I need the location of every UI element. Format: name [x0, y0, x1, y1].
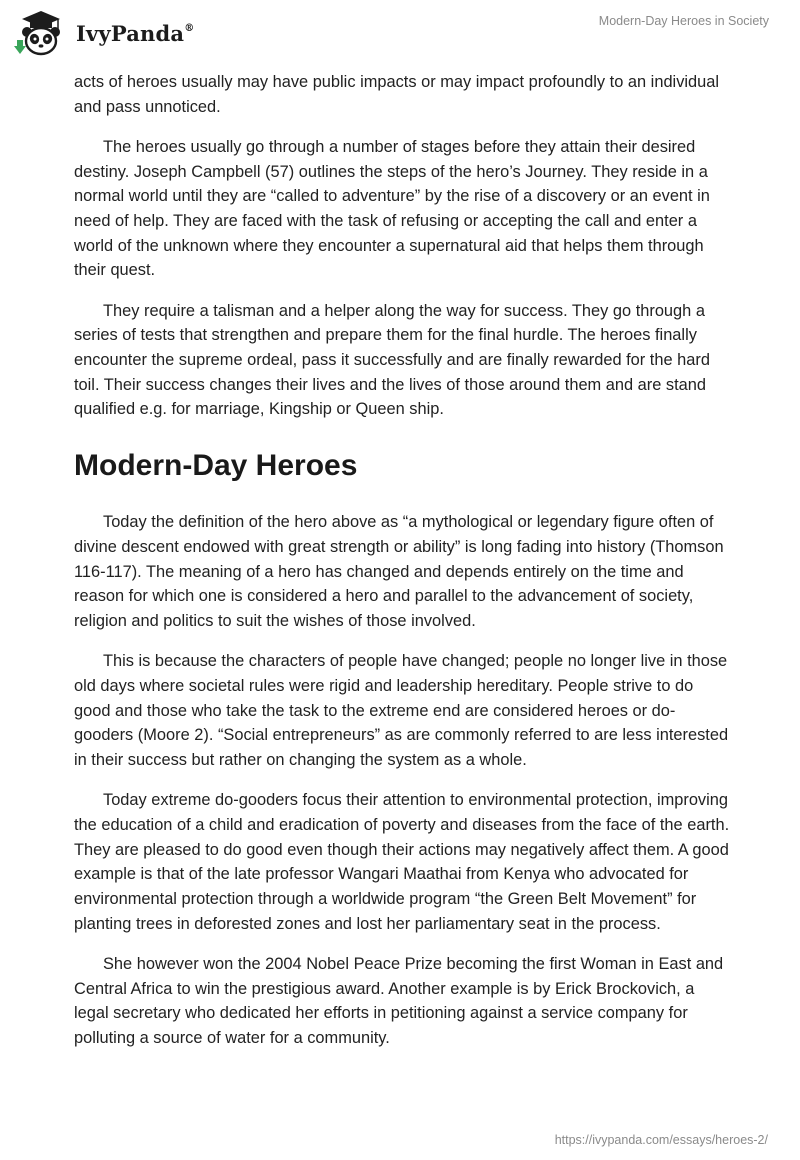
essay-body	[74, 70, 730, 1066]
brand-logo[interactable]	[14, 8, 214, 58]
paragraph: Today extreme do-gooders focus their attention to environmental protection, improving the education of a child and eradication of poverty and diseases from the face of the earth. They are pleased to do good even though their actions may negatively affect them. A good example is that of the late professor Wangari Maathai from Kenya who advocated for environmental protection through a worldwide program “the Green Belt Movement” for planting trees in deforested zones and lost her parliamentary seat in the process.	[74, 791, 730, 933]
source-url-link[interactable]: https://ivypanda.com/essays/heroes-2/	[554, 1133, 768, 1147]
paragraph: She however won the 2004 Nobel Peace Prize becoming the first Woman in East and Central Africa to win the prestigious award. Another example is by Erick Brockovich, a legal secretary who dedicated her efforts in petitioning against a service company for polluting a source of water for a community.	[74, 954, 724, 1047]
paragraph: This is because the characters of people have changed; people no longer live in those old days where societal rules were rigid and leadership hereditary. People strive to do good and those who take the task to the extreme end are considered heroes or do-gooders (Moore 2). “Social entrepreneurs” as are commonly referred to are less interested in their success but rather on changing the system as a whole.	[74, 652, 729, 769]
document-title: Modern-Day Heroes in Society	[598, 14, 769, 28]
panda-graduate-logo-icon	[14, 10, 66, 56]
page-header	[0, 0, 800, 68]
paragraph: They require a talisman and a helper along the way for success. They go through a series of tests that strengthen and prepare them for the final hurdle. The heroes finally encounter the supreme ordeal, pass it successfully and are finally rewarded for the hard toil. Their success changes their lives and the lives of those around them and are stand qualified e.g. for marriage, Kingship or Queen ship.	[74, 301, 710, 419]
paragraph: acts of heroes usually may have public impacts or may impact profoundly to an individual and pass unnoticed.	[74, 73, 720, 116]
brand-name-text: IvyPanda	[76, 20, 185, 46]
brand-name	[76, 21, 194, 46]
paragraph: The heroes usually go through a number of stages before they attain their desired destiny. Joseph Campbell (57) outlines the steps of the hero’s Journey. They reside in a normal world until they are “called to adventure” by the rise of a discovery or an event in need of help. They are faced with the task of refusing or accepting the call and enter a world of the unknown where they encounter a supernatural aid that helps them through their quest.	[74, 137, 710, 280]
registered-mark: ®	[184, 22, 195, 34]
paragraph: Today the definition of the hero above as “a mythological or legendary figure often of divine descent endowed with great strength or ability” is long fading into history (Thomson 116-117). The meaning of a hero has changed and depends entirely on the time and reason for which one is considered a hero and parallel to the advancement of society, religion and politics to suit the wishes of those involved.	[74, 513, 724, 630]
section-heading: Modern-Day Heroes	[74, 449, 358, 483]
